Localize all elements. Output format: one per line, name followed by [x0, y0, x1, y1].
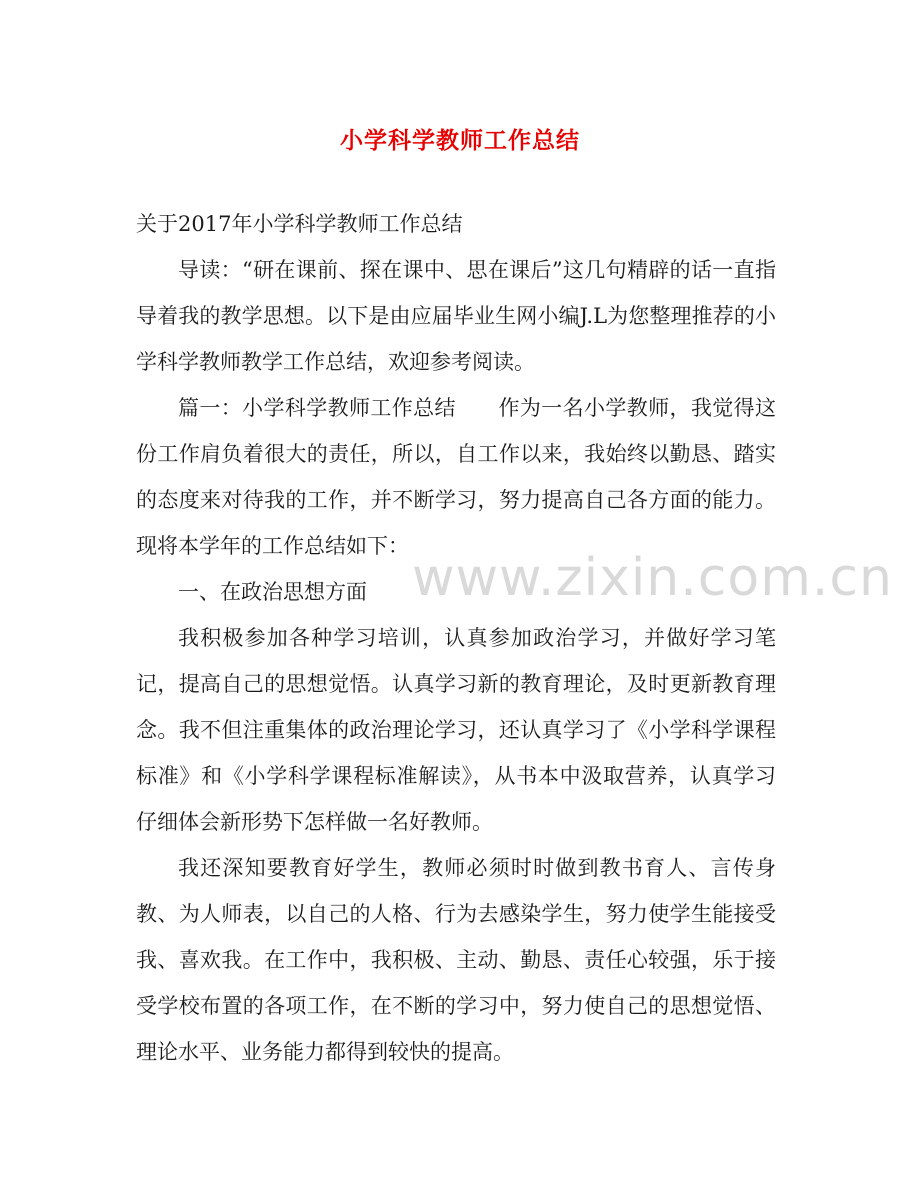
- document-body: [136, 201, 776, 1075]
- document-title: 小学科学教师工作总结: [340, 127, 580, 154]
- section-heading-politics: 一、在政治思想方面: [178, 580, 367, 604]
- subtitle-paragraph: 关于2017年小学科学教师工作总结: [136, 212, 463, 236]
- teacher-conduct-paragraph: 我还深知要教育好学生，教师必须时时做到教书育人、言传身教、为人师表，以自己的人格、行为去感染学生，努力使学生能接受我、喜欢我。在工作中，我积极、主动、勤恳、责任心较强，乐于接受学校布置的各项工作，在不断的学习中，努力使自己的思想觉悟、理论水平、业务能力都得到较快的提高。: [136, 856, 776, 1064]
- intro-paragraph: 导读：“研在课前、探在课中、思在课后”这几句精辟的话一直指导着我的教学思想。以下是由应届毕业生网小编J.L为您整理推荐的小学科学教师教学工作总结，欢迎参考阅读。: [136, 258, 776, 374]
- watermark-text: www.zixin.com.cn: [412, 548, 893, 608]
- politics-study-paragraph: 我积极参加各种学习培训，认真参加政治学习，并做好学习笔记，提高自己的思想觉悟。认真学习新的教育理论，及时更新教育理念。我不但注重集体的政治理论学习，还认真学习了《小学科学课程标准》和《小学科学课程标准解读》，从书本中汲取营养，认真学习仔细体会新形势下怎样做一名好教师。: [136, 626, 776, 834]
- article-one-paragraph: 篇一：小学科学教师工作总结 作为一名小学教师，我觉得这份工作肩负着很大的责任，所以，自工作以来，我始终以勤恳、踏实的态度来对待我的工作，并不断学习，努力提高自己各方面的能力。现将本学年的工作总结如下：: [136, 396, 776, 558]
